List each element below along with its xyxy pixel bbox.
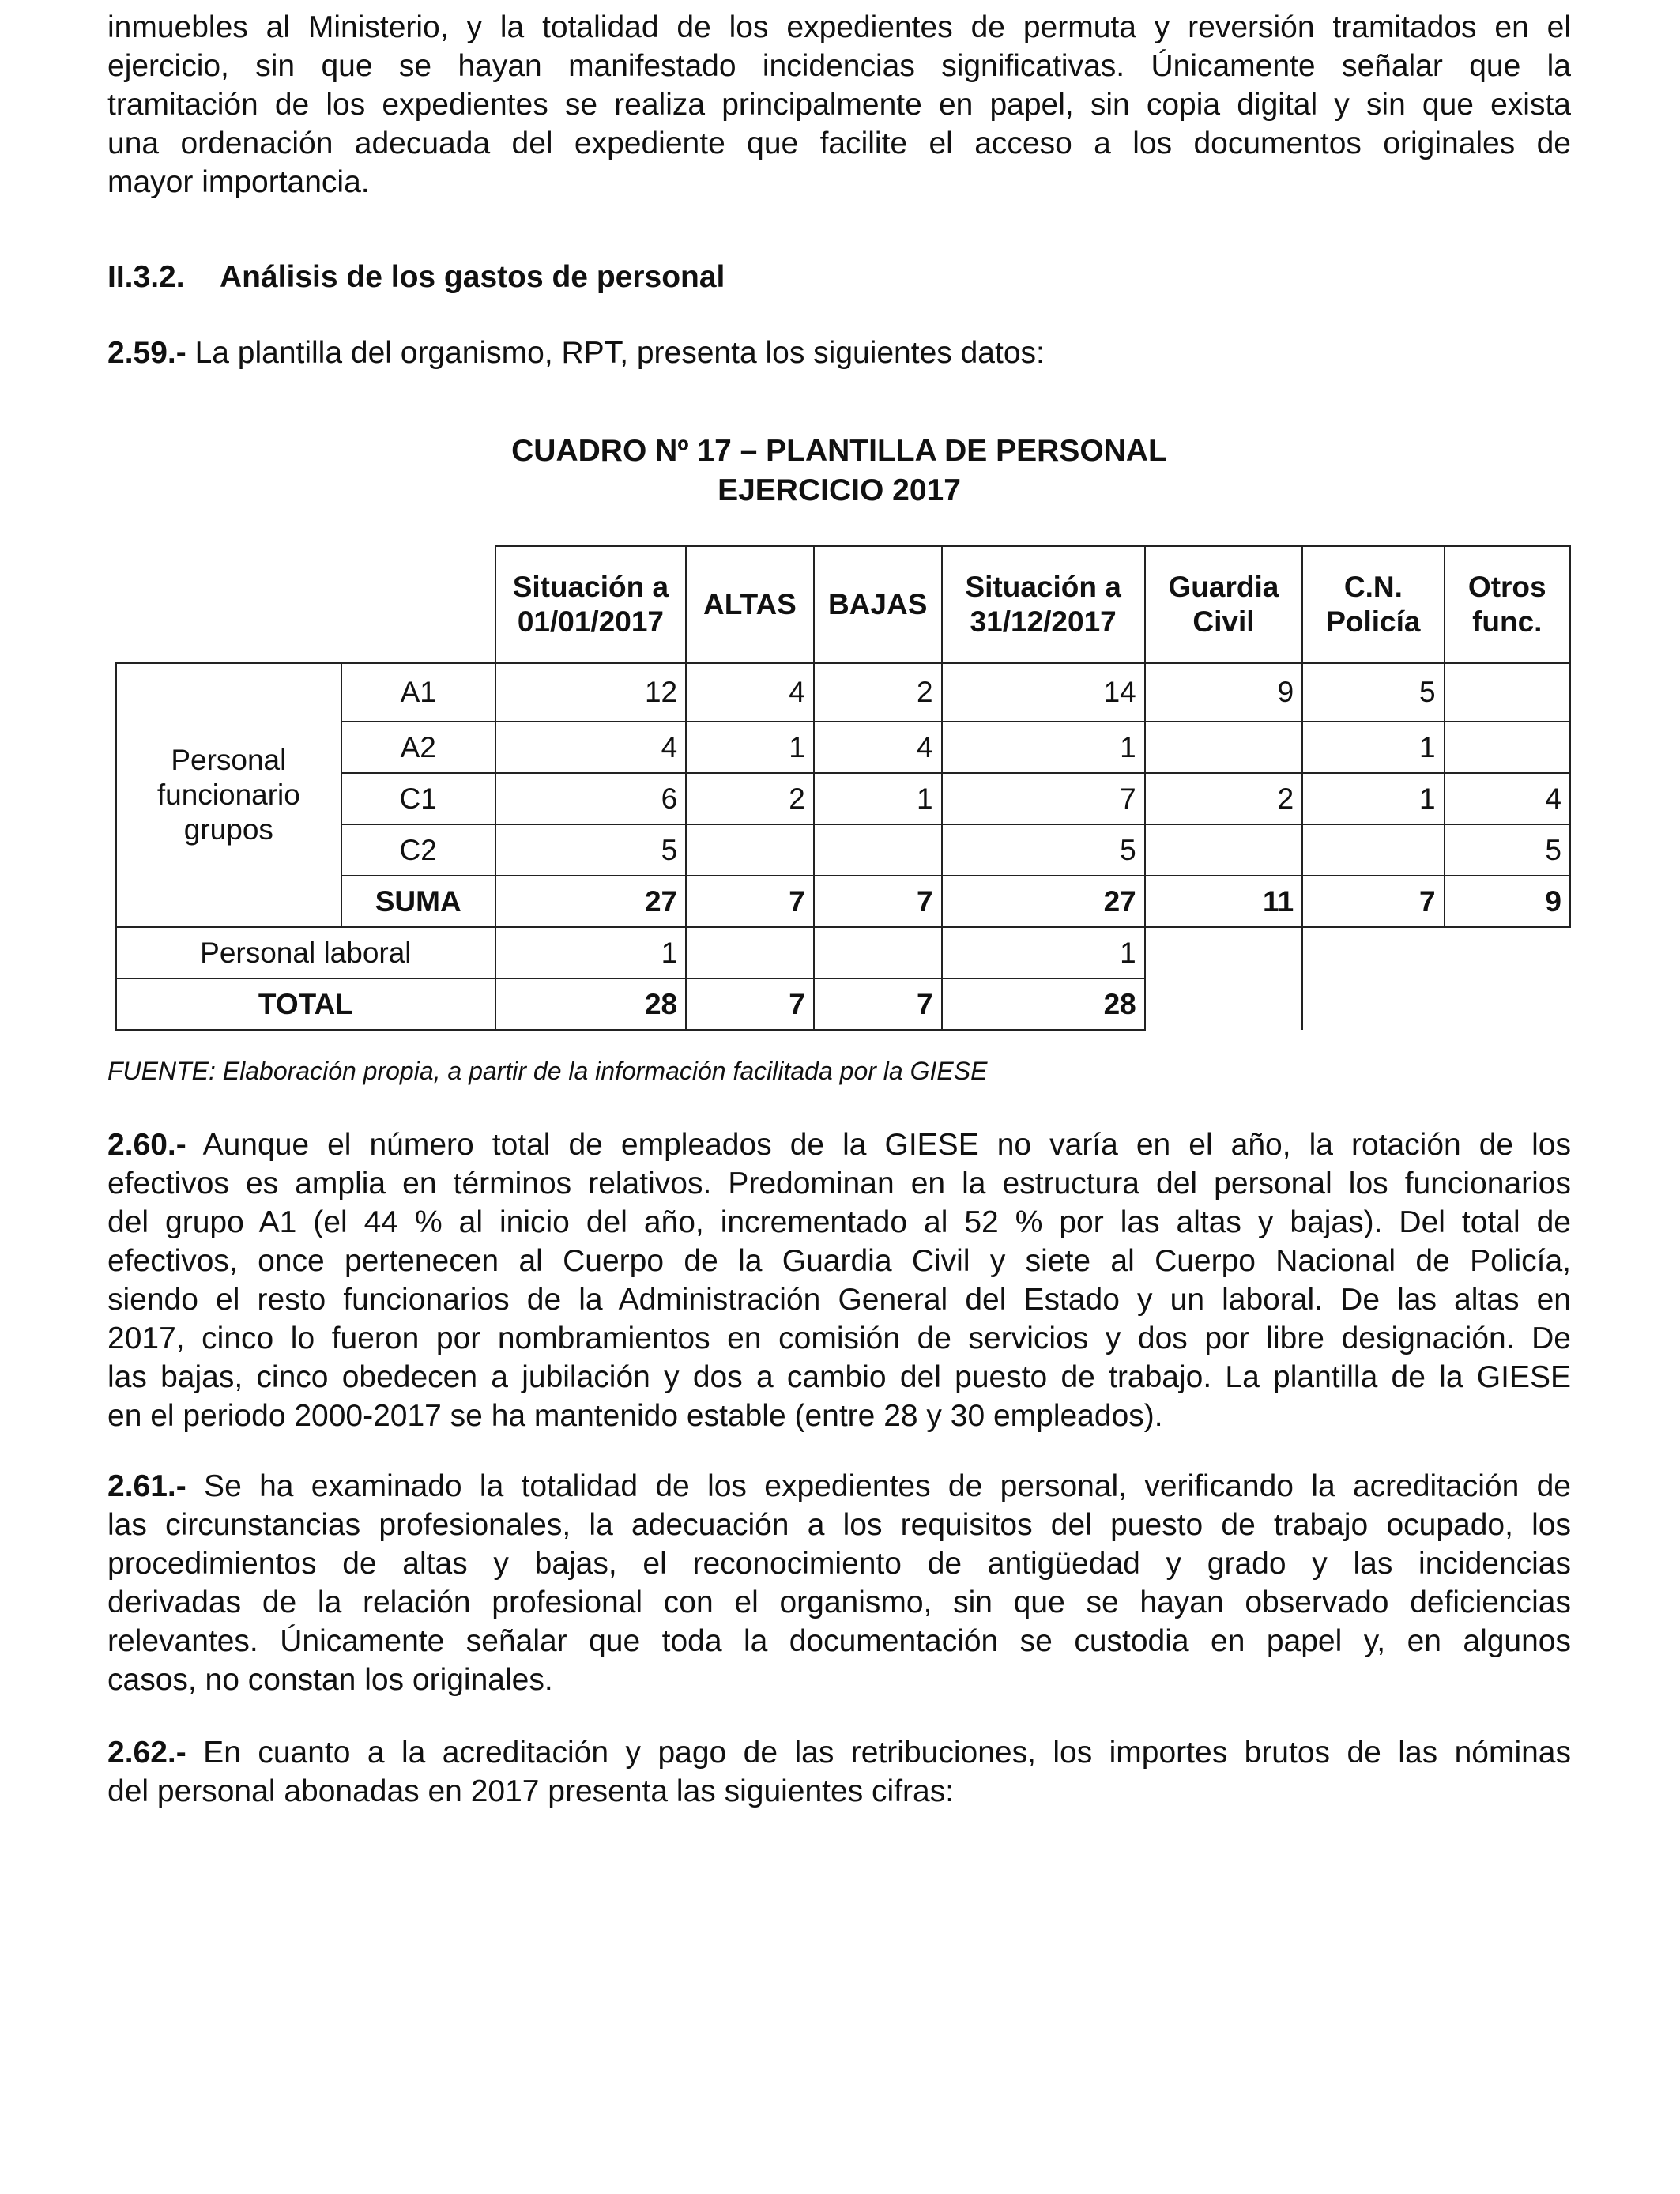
cell-altas: 4 <box>686 663 814 722</box>
paragraph-2-60 <box>107 1125 1571 1435</box>
cell-bajas: 1 <box>814 773 942 824</box>
empty-cell <box>1302 978 1444 1030</box>
paragraph-number: 2.60.- <box>107 1128 186 1162</box>
cell-policia: 5 <box>1302 663 1444 722</box>
cell-otros: 5 <box>1445 824 1570 876</box>
row-label: TOTAL <box>116 978 495 1030</box>
section-number: II.3.2. <box>107 260 185 294</box>
intro-paragraph <box>107 8 1571 202</box>
paragraph-2-62 <box>107 1733 1571 1811</box>
empty-cell <box>1445 978 1570 1030</box>
header-situacion-fin: Situación a 31/12/2017 <box>942 546 1145 663</box>
row-label: C1 <box>341 773 495 824</box>
section-heading <box>107 258 725 296</box>
cell-bajas <box>814 927 942 978</box>
section-title: Análisis de los gastos de personal <box>220 260 725 294</box>
group-label-funcionario: Personal funcionario grupos <box>116 663 341 927</box>
header-guardia-civil: Guardia Civil <box>1145 546 1302 663</box>
header-situacion-inicio: Situación a 01/01/2017 <box>495 546 686 663</box>
paragraph-line: procedimientos de altas y bajas, el reconocimiento de antigüedad y grado y las incidencias <box>107 1547 1571 1581</box>
cell-guardia <box>1145 824 1302 876</box>
cell-otros: 4 <box>1445 773 1570 824</box>
cell-fin: 5 <box>942 824 1145 876</box>
cell-fin: 1 <box>942 722 1145 773</box>
cell-fin: 28 <box>942 978 1145 1030</box>
paragraph-line: relevantes. Únicamente señalar que toda la documentación se custodia en papel y, en algunos <box>107 1624 1571 1658</box>
cell-inicio: 28 <box>495 978 686 1030</box>
cell-inicio: 27 <box>495 876 686 927</box>
cell-otros <box>1445 722 1570 773</box>
cell-bajas <box>814 824 942 876</box>
row-label: A1 <box>341 663 495 722</box>
cell-fin: 14 <box>942 663 1145 722</box>
header-bajas: BAJAS <box>814 546 942 663</box>
paragraph-number: 2.59.- <box>107 336 186 370</box>
cell-altas <box>686 927 814 978</box>
paragraph-line: 2017, cinco lo fueron por nombramientos en comisión de servicios y dos por libre designación. De <box>107 1321 1571 1355</box>
cell-guardia: 2 <box>1145 773 1302 824</box>
paragraph-2-59 <box>107 334 1571 372</box>
paragraph-line: del personal abonadas en 2017 presenta las siguientes cifras: <box>107 1774 955 1808</box>
paragraph-line: siendo el resto funcionarios de la Administración General del Estado y un laboral. De las altas en <box>107 1283 1571 1317</box>
empty-corner <box>116 546 341 663</box>
table-subtitle: EJERCICIO 2017 <box>718 473 961 507</box>
table-row-laboral <box>116 927 1570 978</box>
cell-altas <box>686 824 814 876</box>
table-source-note: FUENTE: Elaboración propia, a partir de la información facilitada por la GIESE <box>107 1057 988 1085</box>
empty-cell <box>1302 927 1444 978</box>
cell-policia: 1 <box>1302 722 1444 773</box>
row-label: C2 <box>341 824 495 876</box>
cell-guardia: 11 <box>1145 876 1302 927</box>
cell-altas: 7 <box>686 876 814 927</box>
cell-policia <box>1302 824 1444 876</box>
intro-line: una ordenación adecuada del expediente que facilite el acceso a los documentos originales de <box>107 126 1571 160</box>
cell-inicio: 6 <box>495 773 686 824</box>
cell-policia: 1 <box>1302 773 1444 824</box>
empty-cell <box>1145 927 1302 978</box>
table-header-row <box>116 546 1570 663</box>
cell-inicio: 4 <box>495 722 686 773</box>
cell-fin: 27 <box>942 876 1145 927</box>
paragraph-line: derivadas de la relación profesional con el organismo, sin que se hayan observado deficiencias <box>107 1585 1571 1619</box>
table-row <box>116 663 1570 722</box>
paragraph-line: efectivos es amplia en términos relativos. Predominan en la estructura del personal los funcionarios <box>107 1167 1571 1201</box>
paragraph-line: en el periodo 2000-2017 se ha mantenido estable (entre 28 y 30 empleados). <box>107 1399 1163 1433</box>
paragraph-line: 2.61.- Se ha examinado la totalidad de los expedientes de personal, verificando la acreditación de <box>107 1469 1571 1503</box>
paragraph-line: del grupo A1 (el 44 % al inicio del año, incrementado al 52 % por las altas y bajas). Del total de <box>107 1205 1571 1239</box>
cell-bajas: 7 <box>814 978 942 1030</box>
cell-bajas: 4 <box>814 722 942 773</box>
table-row-total <box>116 978 1570 1030</box>
cell-guardia <box>1145 722 1302 773</box>
cell-otros <box>1445 663 1570 722</box>
cell-altas: 2 <box>686 773 814 824</box>
empty-corner <box>341 546 495 663</box>
intro-line: mayor importancia. <box>107 165 370 199</box>
row-label: Personal laboral <box>116 927 495 978</box>
cell-guardia: 9 <box>1145 663 1302 722</box>
document-page <box>107 8 1571 1808</box>
header-otros-func: Otros func. <box>1445 546 1570 663</box>
paragraph-number: 2.62.- <box>107 1736 186 1770</box>
paragraph-line: las bajas, cinco obedecen a jubilación y dos a cambio del puesto de trabajo. La plantilla de la GIESE <box>107 1360 1571 1394</box>
paragraph-line: las circunstancias profesionales, la adecuación a los requisitos del puesto de trabajo ocupado, los <box>107 1508 1571 1542</box>
staff-table <box>115 545 1571 1031</box>
empty-cell <box>1445 927 1570 978</box>
paragraph-line: 2.60.- Aunque el número total de empleados de la GIESE no varía en el año, la rotación de los <box>107 1128 1571 1162</box>
header-cn-policia: C.N. Policía <box>1302 546 1444 663</box>
paragraph-number: 2.61.- <box>107 1469 186 1503</box>
cell-inicio: 5 <box>495 824 686 876</box>
row-label: SUMA <box>341 876 495 927</box>
paragraph-line: casos, no constan los originales. <box>107 1663 553 1697</box>
cell-inicio: 1 <box>495 927 686 978</box>
intro-line: ejercicio, sin que se hayan manifestado incidencias significativas. Únicamente señalar que la <box>107 49 1571 83</box>
cell-policia: 7 <box>1302 876 1444 927</box>
paragraph-text: La plantilla del organismo, RPT, presenta los siguientes datos: <box>186 336 1045 370</box>
intro-line: inmuebles al Ministerio, y la totalidad de los expedientes de permuta y reversión tramitados en el <box>107 10 1571 44</box>
paragraph-line: 2.62.- En cuanto a la acreditación y pago de las retribuciones, los importes brutos de las nóminas <box>107 1736 1571 1770</box>
intro-line: tramitación de los expedientes se realiza principalmente en papel, sin copia digital y sin que exista <box>107 88 1571 122</box>
header-altas: ALTAS <box>686 546 814 663</box>
cell-otros: 9 <box>1445 876 1570 927</box>
cell-bajas: 7 <box>814 876 942 927</box>
paragraph-line: efectivos, once pertenecen al Cuerpo de la Guardia Civil y siete al Cuerpo Nacional de Policía, <box>107 1244 1571 1278</box>
cell-altas: 1 <box>686 722 814 773</box>
row-label: A2 <box>341 722 495 773</box>
empty-cell <box>1145 978 1302 1030</box>
cell-bajas: 2 <box>814 663 942 722</box>
table-title: CUADRO Nº 17 – PLANTILLA DE PERSONAL <box>511 434 1167 468</box>
cell-altas: 7 <box>686 978 814 1030</box>
cell-fin: 7 <box>942 773 1145 824</box>
cell-fin: 1 <box>942 927 1145 978</box>
cell-inicio: 12 <box>495 663 686 722</box>
paragraph-2-61 <box>107 1467 1571 1699</box>
